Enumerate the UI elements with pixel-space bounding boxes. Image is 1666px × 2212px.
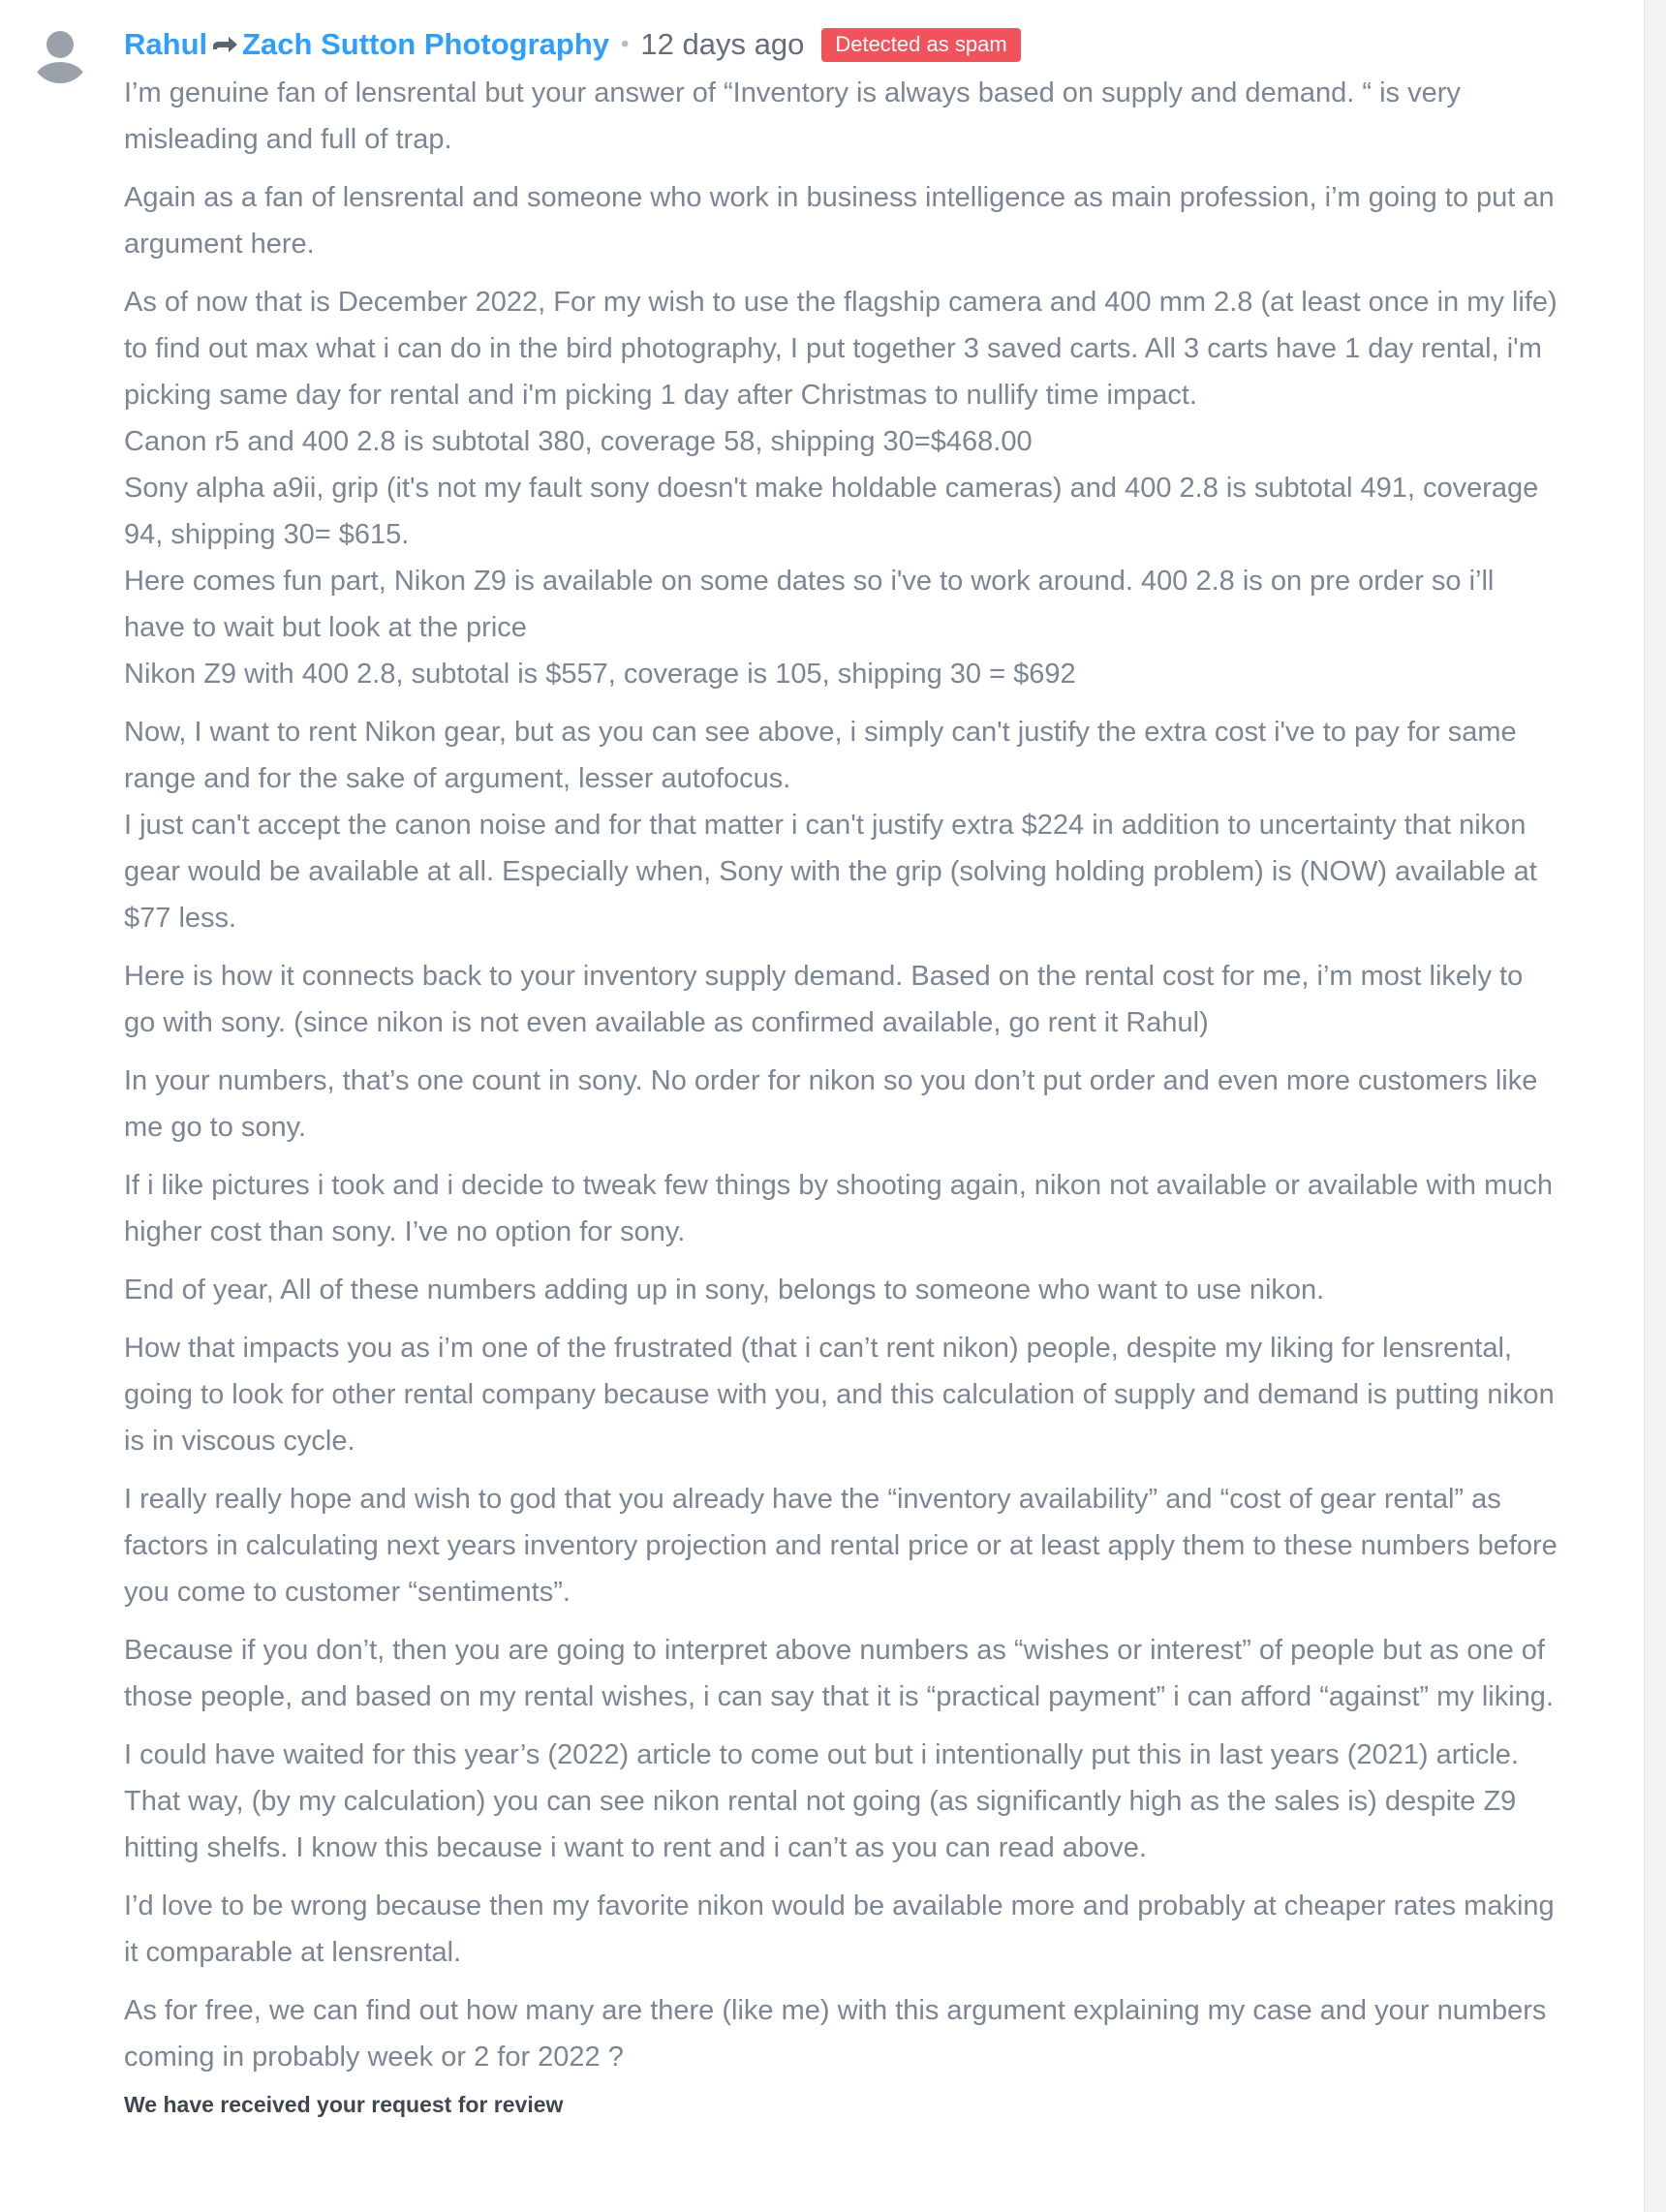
meta-separator: •: [621, 31, 630, 57]
comment-paragraph: I really really hope and wish to god that you already have the “inventory availability” and “cost of gear rental” as factors in calculating next years inventory projection and rental price or at least apply them to these numbers before you come to customer “sentiments”.: [124, 1484, 1558, 1608]
comment-body: [124, 70, 1558, 2080]
page-scrollbar-track[interactable]: [1644, 0, 1666, 2212]
comment-paragraph: Because if you don’t, then you are going to interpret above numbers as “wishes or interest” of people but as one of those people, and based on my rental wishes, i can say that it is “practical payment” i can afford “against” my liking.: [124, 1635, 1554, 1712]
comment-paragraph: I’m genuine fan of lensrental but your answer of “Inventory is always based on supply and demand. “ is very misleading and full of trap.: [124, 77, 1461, 155]
avatar-body: [35, 62, 85, 83]
reply-arrow-icon: [211, 34, 238, 55]
comment-paragraph: In your numbers, that’s one count in sony. No order for nikon so you don’t put order and even more customers like me go to sony.: [124, 1065, 1538, 1143]
comment-paragraph: End of year, All of these numbers adding up in sony, belongs to someone who want to use nikon.: [124, 1275, 1325, 1306]
comment-paragraph: Now, I want to rent Nikon gear, but as you can see above, i simply can't justify the extra cost i've to pay for same range and for the sake of argument, lesser autofocus. I just can't accept the canon noise and for that matter i can't justify extra $224 in addition to uncertainty that nikon gear would be available at all. Especially when, Sony with the grip (solving holding problem) is (NOW) available at $77 less.: [124, 717, 1537, 934]
comment-paragraph: If i like pictures i took and i decide to tweak few things by shooting again, nikon not available or available with much higher cost than sony. I’ve no option for sony.: [124, 1170, 1554, 1247]
spam-status-badge: Detected as spam: [821, 28, 1020, 62]
comment-timestamp[interactable]: 12 days ago: [640, 27, 805, 61]
comment-header: [124, 21, 1558, 68]
review-request-note: We have received your request for review: [124, 2092, 564, 2117]
comment-paragraph: As of now that is December 2022, For my wish to use the flagship camera and 400 mm 2.8 (at least once in my life) to find out max what i can do in the bird photography, I put together 3 saved carts. All 3 carts have 1 day rental, i'm picking same day for rental and i'm picking 1 day after Christmas to nullify time impact. Canon r5 and 400 2.8 is subtotal 380, coverage 58, shipping 30=$468.00 Sony alpha a9ii, grip (it's not my fault sony doesn't make holdable cameras) and 400 2.8 is subtotal 491, coverage 94, shipping 30= $615. Here comes fun part, Nikon Z9 is available on some dates so i've to work around. 400 2.8 is on pre order so i’ll have to wait but look at the price Nikon Z9 with 400 2.8, subtotal is $557, coverage is 105, shipping 30 = $692: [124, 287, 1558, 690]
comment-content: [124, 21, 1558, 2118]
comment-paragraph: As for free, we can find out how many are there (like me) with this argument explaining my case and your numbers coming in probably week or 2 for 2022 ?: [124, 1995, 1547, 2073]
comment-paragraph: Here is how it connects back to your inventory supply demand. Based on the rental cost for me, i’m most likely to go with sony. (since nikon is not even available as confirmed available, go rent it Rahul): [124, 961, 1524, 1038]
parent-author-link[interactable]: Zach Sutton Photography: [242, 27, 609, 61]
avatar-icon[interactable]: [31, 25, 89, 83]
author-link[interactable]: Rahul: [124, 27, 208, 61]
avatar-head: [46, 31, 74, 58]
comment-paragraph: I’d love to be wrong because then my favorite nikon would be available more and probably at cheaper rates making it comparable at lensrental.: [124, 1890, 1555, 1968]
comment-paragraph: How that impacts you as i’m one of the frustrated (that i can’t rent nikon) people, despite my liking for lensrental, going to look for other rental company because with you, and this calculation of supply and demand is putting nikon is in viscous cycle.: [124, 1333, 1555, 1457]
comment-paragraph: I could have waited for this year’s (2022) article to come out but i intentionally put this in last years (2021) article. That way, (by my calculation) you can see nikon rental not going (as significantly high as the sales is) despite Z9 hitting shelfs. I know this because i want to rent and i can’t as you can read above.: [124, 1739, 1519, 1863]
comment-paragraph: Again as a fan of lensrental and someone who work in business intelligence as main profession, i’m going to put an argument here.: [124, 182, 1555, 260]
